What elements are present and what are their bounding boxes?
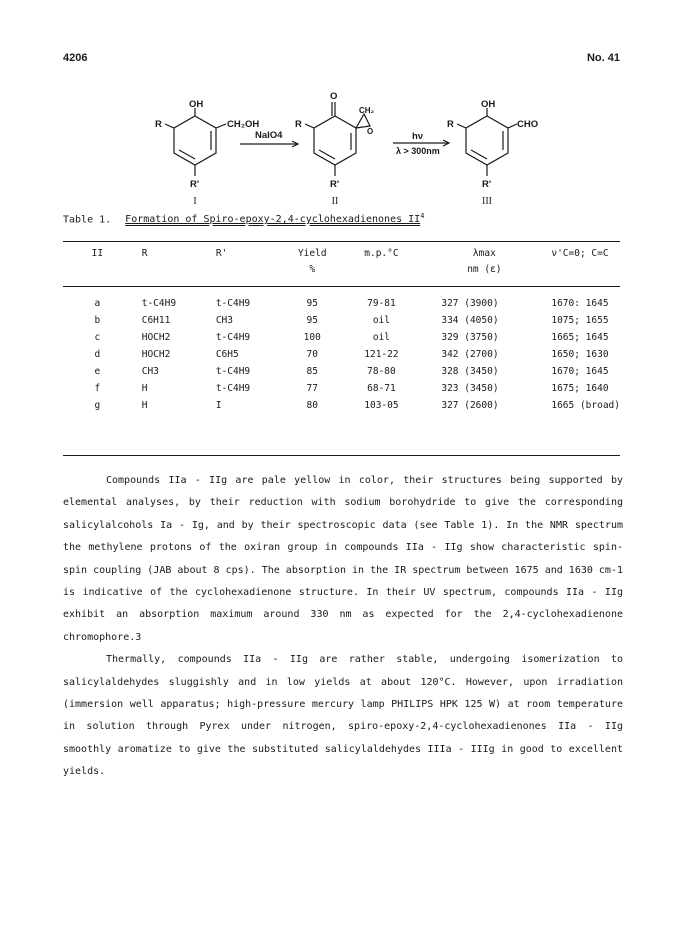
cell: 327 (2600) — [441, 400, 499, 411]
cell: C6H11 — [141, 315, 171, 326]
oh-label-iii: OH — [481, 99, 496, 110]
r-label-iii: R — [447, 119, 454, 130]
col-header: m.p.°C — [364, 247, 399, 259]
col-subheader: % — [309, 263, 316, 275]
reagent-naio4: NaIO4 — [255, 130, 283, 141]
col-header: R' — [215, 247, 228, 259]
ketone-o-label: O — [330, 91, 338, 102]
reagent-wavelength: λ > 300nm — [396, 146, 440, 156]
col-subheader — [63, 261, 132, 277]
cell: e — [94, 366, 101, 377]
cell: oil — [372, 315, 390, 326]
table-row — [63, 363, 620, 380]
cell: 79-81 — [367, 298, 396, 309]
cell: 1075; 1655 — [551, 315, 609, 326]
cell: g — [94, 400, 101, 411]
cell: 77 — [306, 383, 318, 394]
paragraph: Compounds IIa - IIg are pale yellow in color, their structures being supported by elemental analyses, by their reduction with sodium borohydride to give the corresponding salicylalcohols Ia - Ig, and by their spectroscopic data (see Table 1). In the NMR spectrum the methylene protons of the oxiran group in compounds IIa - IIg show characteristic spin-spin coupling (JAB about 8 cps). The absorption in the IR spectrum between 1675 and 1630 cm-1 is indicative of the cyclohexadienone structure. In their UV spectrum, compounds IIa - IIg exhibit an absorption maximum around 330 nm as expected for the 2,4-cyclohexadienone chromophore.3 — [63, 475, 623, 643]
cell: 121-22 — [364, 349, 399, 360]
cell: t-C4H9 — [215, 366, 251, 377]
page-number: 4206 — [63, 52, 88, 64]
cell: 327 (3900) — [441, 298, 499, 309]
body-text — [63, 470, 623, 784]
table-number: Table 1. — [63, 214, 112, 226]
cell: 342 (2700) — [441, 349, 499, 360]
cell: HOCH2 — [141, 332, 171, 343]
cell: 323 (3450) — [441, 383, 499, 394]
ring-compound-iii — [466, 116, 508, 165]
col-header: II — [91, 247, 104, 259]
compound-label-i: I — [193, 196, 197, 207]
col-header: R — [141, 247, 148, 259]
r-prime-label-iii: R' — [482, 179, 492, 190]
table-top-rule — [63, 241, 620, 242]
cell: c — [94, 332, 101, 343]
table-row — [63, 329, 620, 346]
cell: H — [141, 400, 148, 411]
col-subheader — [132, 261, 216, 277]
epoxide-o-label: O — [367, 127, 374, 136]
paragraph: Thermally, compounds IIa - IIg are rather stable, undergoing isomerization to salicylaldehydes sluggishly and in low yields at about 120°C. However, upon irradiation (immersion well apparatus; high-pressure mercury lamp PHILIPS HPK 125 W) at room temperature in solution through Pyrex under nitrogen, spiro-epoxy-2,4-cyclohexadienones IIa - IIg smoothly aromatize to give the substituted salicylaldehydes IIIa - IIIg in good to excellent yields. — [63, 654, 623, 778]
r-label-i: R — [155, 119, 162, 130]
r-prime-label-ii: R' — [330, 179, 340, 190]
cell: 103-05 — [364, 400, 399, 411]
cell: 1665 (broad) — [551, 400, 620, 411]
cell: d — [94, 349, 101, 360]
cell: 329 (3750) — [441, 332, 499, 343]
table-title: Formation of Spiro-epoxy-2,4-cyclohexadienones II — [125, 214, 421, 226]
col-subheader — [216, 261, 285, 277]
cell: t-C4H9 — [215, 298, 251, 309]
cell: b — [94, 315, 101, 326]
reagent-hv: hν — [412, 131, 424, 142]
cell: 334 (4050) — [441, 315, 499, 326]
cell: t-C4H9 — [215, 332, 251, 343]
cell: 95 — [306, 315, 318, 326]
cell: 80 — [306, 400, 318, 411]
table-row — [63, 380, 620, 397]
cell: a — [94, 298, 101, 309]
ring-compound-i — [174, 116, 216, 165]
cell: 100 — [303, 332, 321, 343]
compound-label-ii: II — [331, 196, 339, 207]
col-subheader — [339, 261, 423, 277]
cell: CH3 — [141, 366, 159, 377]
cell: 70 — [306, 349, 318, 360]
col-subheader: nm (ε) — [467, 263, 502, 275]
table-row — [63, 397, 620, 414]
cell: C6H5 — [215, 349, 239, 360]
table-caption — [63, 212, 424, 225]
table-header-row — [63, 245, 620, 261]
cell: 78-80 — [367, 366, 396, 377]
cell: H — [141, 383, 148, 394]
cell: 68-71 — [367, 383, 396, 394]
journal-issue: No. 41 — [586, 52, 620, 64]
cho-label: CHO — [517, 119, 539, 130]
cell: 1665; 1645 — [551, 332, 609, 343]
cell: 1670: 1645 — [551, 298, 609, 309]
cell: f — [94, 383, 101, 394]
cell: 1650; 1630 — [551, 349, 609, 360]
compound-label-iii: III — [482, 196, 492, 207]
cell: oil — [372, 332, 390, 343]
ch2oh-label-i: CH₂OH — [227, 119, 260, 130]
table-row — [63, 312, 620, 329]
r-prime-label-i: R' — [190, 179, 200, 190]
cell: 95 — [306, 298, 318, 309]
cell: I — [215, 400, 222, 411]
table-subheader-row — [63, 261, 620, 277]
col-header: λmax — [472, 247, 496, 259]
table-row — [63, 346, 620, 363]
cell: t-C4H9 — [215, 383, 251, 394]
col-header: ν'C=0; C=C — [551, 247, 609, 259]
col-subheader — [545, 261, 620, 277]
cell: 328 (3450) — [441, 366, 499, 377]
cell: 85 — [306, 366, 318, 377]
oh-label-i: OH — [189, 99, 204, 110]
table-row — [63, 295, 620, 312]
cell: HOCH2 — [141, 349, 171, 360]
data-table — [63, 245, 620, 414]
cell: CH3 — [215, 315, 233, 326]
reaction-scheme — [0, 0, 680, 210]
r-label-ii: R — [295, 119, 302, 130]
table-bottom-rule — [63, 455, 620, 456]
cell: t-C4H9 — [141, 298, 177, 309]
cell: 1675; 1640 — [551, 383, 609, 394]
cell: 1670; 1645 — [551, 366, 609, 377]
ch2-label: CH₂ — [359, 106, 375, 115]
col-header: Yield — [297, 247, 327, 259]
ring-compound-ii — [314, 116, 356, 165]
table-title-ref: 4 — [420, 212, 425, 220]
